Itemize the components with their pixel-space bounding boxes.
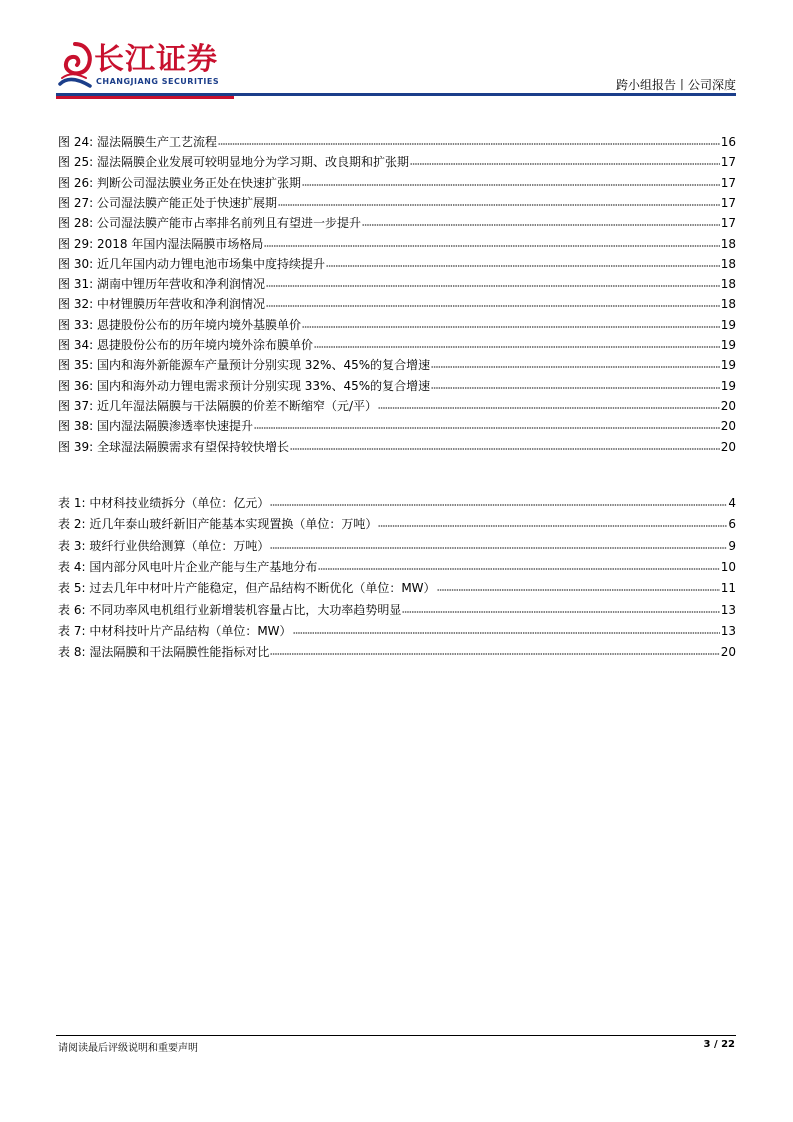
table-entry-text: 近几年泰山玻纤新旧产能基本实现置换（单位：万吨） [89,517,378,532]
figure-entry-label: 图 35: [58,358,94,373]
figure-entry[interactable] [58,193,736,213]
table-entry-label: 表 6: [58,602,86,617]
footer-disclaimer: 请阅读最后评级说明和重要声明 [58,1043,198,1054]
table-entry[interactable] [58,621,736,641]
figure-entry-page: 19 [720,358,736,373]
dot-leader [318,566,719,572]
table-entry[interactable] [58,578,736,598]
figure-entry-label: 图 31: [58,277,94,292]
table-entry-title [58,621,292,641]
figure-entry-label: 图 33: [58,317,94,332]
table-entry-page: 10 [720,559,736,574]
figure-entry-text: 湿法隔膜企业发展可较明显地分为学习期、改良期和扩张期 [96,155,409,170]
dot-leader [270,651,719,657]
logo-swirl-icon [56,40,94,90]
figure-entry-page: 17 [720,195,736,210]
dot-leader [431,385,720,391]
dot-leader [266,283,720,289]
figure-entry[interactable] [58,437,736,457]
figure-entry-label: 图 24: [58,135,94,149]
header-divider-red [56,96,234,99]
figure-entry-text: 全球湿法隔膜需求有望保持较快增长 [96,439,289,454]
report-type: 跨小组报告丨公司深度 [615,78,736,92]
table-entry-title [58,600,401,620]
company-logo [56,40,246,92]
table-entry-page: 13 [720,623,736,638]
page-header [0,0,793,100]
table-entry-text: 国内部分风电叶片企业产能与生产基地分布 [89,559,318,574]
dot-leader [266,303,720,309]
table-entry[interactable] [58,514,736,534]
figure-entry-page: 17 [720,216,736,231]
figure-entry[interactable] [58,254,736,274]
figure-entry-text: 国内和海外动力锂电需求预计分别实现 33%、45%的复合增速 [96,378,431,393]
table-entry[interactable] [58,600,736,620]
dot-leader [278,202,720,208]
figure-entry-text: 国内和海外新能源车产量预计分别实现 32%、45%的复合增速 [96,358,431,373]
table-entry[interactable] [58,536,736,556]
figure-entry-title [58,152,409,172]
dot-leader [402,609,719,615]
table-entry-text: 过去几年中材叶片产能稳定，但产品结构不断优化（单位：MW） [89,581,436,596]
figure-entry-label: 图 27: [58,195,94,210]
figure-entry-text: 中材锂膜历年营收和净利润情况 [96,297,265,312]
figure-entry-page: 18 [720,277,736,292]
table-entry-label: 表 3: [58,538,86,553]
table-entry-title [58,536,269,556]
dot-leader [326,263,720,269]
table-entry-title [58,642,269,662]
figure-entry[interactable] [58,274,736,294]
figure-entry[interactable] [58,416,736,436]
figure-entry[interactable] [58,234,736,254]
table-entry[interactable] [58,642,736,662]
page-number: 3 / 22 [703,1039,735,1050]
figure-entry-text: 湖南中锂历年营收和净利润情况 [96,277,265,292]
figure-entry-title [58,213,361,233]
dot-leader [302,182,720,188]
logo-english-name: CHANGJIANG SECURITIES [96,77,220,86]
dot-leader [218,141,720,147]
table-entry-page: 9 [728,538,736,553]
figure-entry-label: 图 37: [58,398,94,413]
figure-entry-page: 17 [720,175,736,190]
dot-leader [314,344,720,350]
figure-entry[interactable] [58,315,736,335]
figure-entry-text: 判断公司湿法膜业务正处在快速扩张期 [96,175,301,190]
dot-leader [270,545,727,551]
figure-entry-title [58,234,263,254]
figure-entry-page: 19 [720,338,736,352]
table-entry-text: 不同功率风电机组行业新增装机容量占比，大功率趋势明显 [89,602,402,617]
figure-entry-title [58,335,313,355]
figure-entry-label: 图 36: [58,378,94,393]
figure-entry-text: 恩捷股份公布的历年境内境外基膜单价 [96,317,301,332]
figure-entry[interactable] [58,355,736,375]
figure-entry-title [58,193,277,213]
figure-entry-text: 近几年湿法隔膜与干法隔膜的价差不断缩窄（元/平） [96,398,378,413]
figure-entry-page: 19 [720,317,736,332]
dot-leader [410,161,720,167]
table-entry-title [58,557,317,577]
table-entry-label: 表 1: [58,496,86,510]
figure-entry-page: 20 [720,439,736,454]
dot-leader [254,425,720,431]
figure-entry-label: 图 26: [58,175,94,190]
figure-entry-page: 16 [720,135,736,149]
figure-entry-title [58,416,253,436]
figure-entry[interactable] [58,335,736,355]
figure-entry-title [58,294,265,314]
table-entry-page: 11 [720,581,736,596]
figure-entry-title [58,437,289,457]
figure-entry-label: 图 30: [58,256,94,271]
dot-leader [378,523,727,529]
figure-entry-title [58,396,377,416]
figure-entry-label: 图 38: [58,419,94,434]
figure-entry[interactable] [58,132,736,152]
figure-entry-label: 图 28: [58,216,94,231]
table-entry-title [58,514,377,534]
figure-entry-label: 图 29: [58,236,94,251]
dot-leader [362,222,720,228]
figure-entry-label: 图 32: [58,297,94,312]
dot-leader [293,630,720,636]
table-entry-label: 表 8: [58,645,86,660]
table-entry-label: 表 5: [58,581,86,596]
figure-entry-page: 18 [720,236,736,251]
table-entry-page: 4 [728,496,736,510]
dot-leader [290,446,720,452]
table-entry[interactable] [58,557,736,577]
figure-entry-title [58,173,301,193]
figure-entry-title [58,315,301,335]
figure-entry-text: 近几年国内动力锂电池市场集中度持续提升 [96,256,325,271]
figure-entry-title [58,132,217,152]
figure-entry-text: 公司湿法膜产能正处于快速扩展期 [96,195,277,210]
figure-entry-title [58,376,430,396]
figure-entry[interactable] [58,152,736,172]
dot-leader [264,243,719,249]
dot-leader [270,502,727,508]
table-entry-text: 中材科技叶片产品结构（单位：MW） [89,623,292,638]
figure-entry-page: 17 [720,155,736,170]
table-entry-page: 6 [728,517,736,532]
table-entry-label: 表 2: [58,517,86,532]
figure-entry-label: 图 25: [58,155,94,170]
table-entry-page: 13 [720,602,736,617]
table-entry-label: 表 7: [58,623,86,638]
figure-entry-page: 18 [720,297,736,312]
figure-entry-text: 公司湿法膜产能市占率排名前列且有望进一步提升 [96,216,361,231]
figure-entry[interactable] [58,213,736,233]
dot-leader [378,405,720,411]
logo-chinese-name: 长江证券 [94,42,218,77]
table-entry-label: 表 4: [58,559,86,574]
dot-leader [302,324,720,330]
figure-entry-label: 图 39: [58,439,94,454]
figure-entry[interactable] [58,294,736,314]
table-entry-text: 中材科技业绩拆分（单位：亿元） [89,496,270,510]
figure-entry[interactable] [58,376,736,396]
table-entry-title [58,578,436,598]
figure-entry[interactable] [58,396,736,416]
table-entry-title [58,493,269,513]
figure-entry-page: 20 [720,398,736,413]
figure-entry-text: 2018 年国内湿法隔膜市场格局 [96,236,264,251]
figure-entry-text: 国内湿法隔膜渗透率快速提升 [96,419,253,434]
figure-entry-page: 19 [720,378,736,393]
dot-leader [431,364,720,370]
table-entry-page: 20 [720,645,736,660]
dot-leader [437,587,720,593]
figure-entry-title [58,355,430,375]
figure-entry-label: 图 34: [58,338,94,352]
footer-divider [56,1035,736,1036]
table-entry-text: 玻纤行业供给测算（单位：万吨） [89,538,270,553]
figure-entry-page: 20 [720,419,736,434]
figure-entry-text: 湿法隔膜生产工艺流程 [96,135,217,149]
table-entry[interactable] [58,493,736,513]
figure-entry[interactable] [58,173,736,193]
figure-entry-title [58,254,325,274]
figure-entry-title [58,274,265,294]
figure-entry-page: 18 [720,256,736,271]
table-entry-text: 湿法隔膜和干法隔膜性能指标对比 [89,645,270,660]
figure-entry-text: 恩捷股份公布的历年境内境外涂布膜单价 [96,338,313,352]
